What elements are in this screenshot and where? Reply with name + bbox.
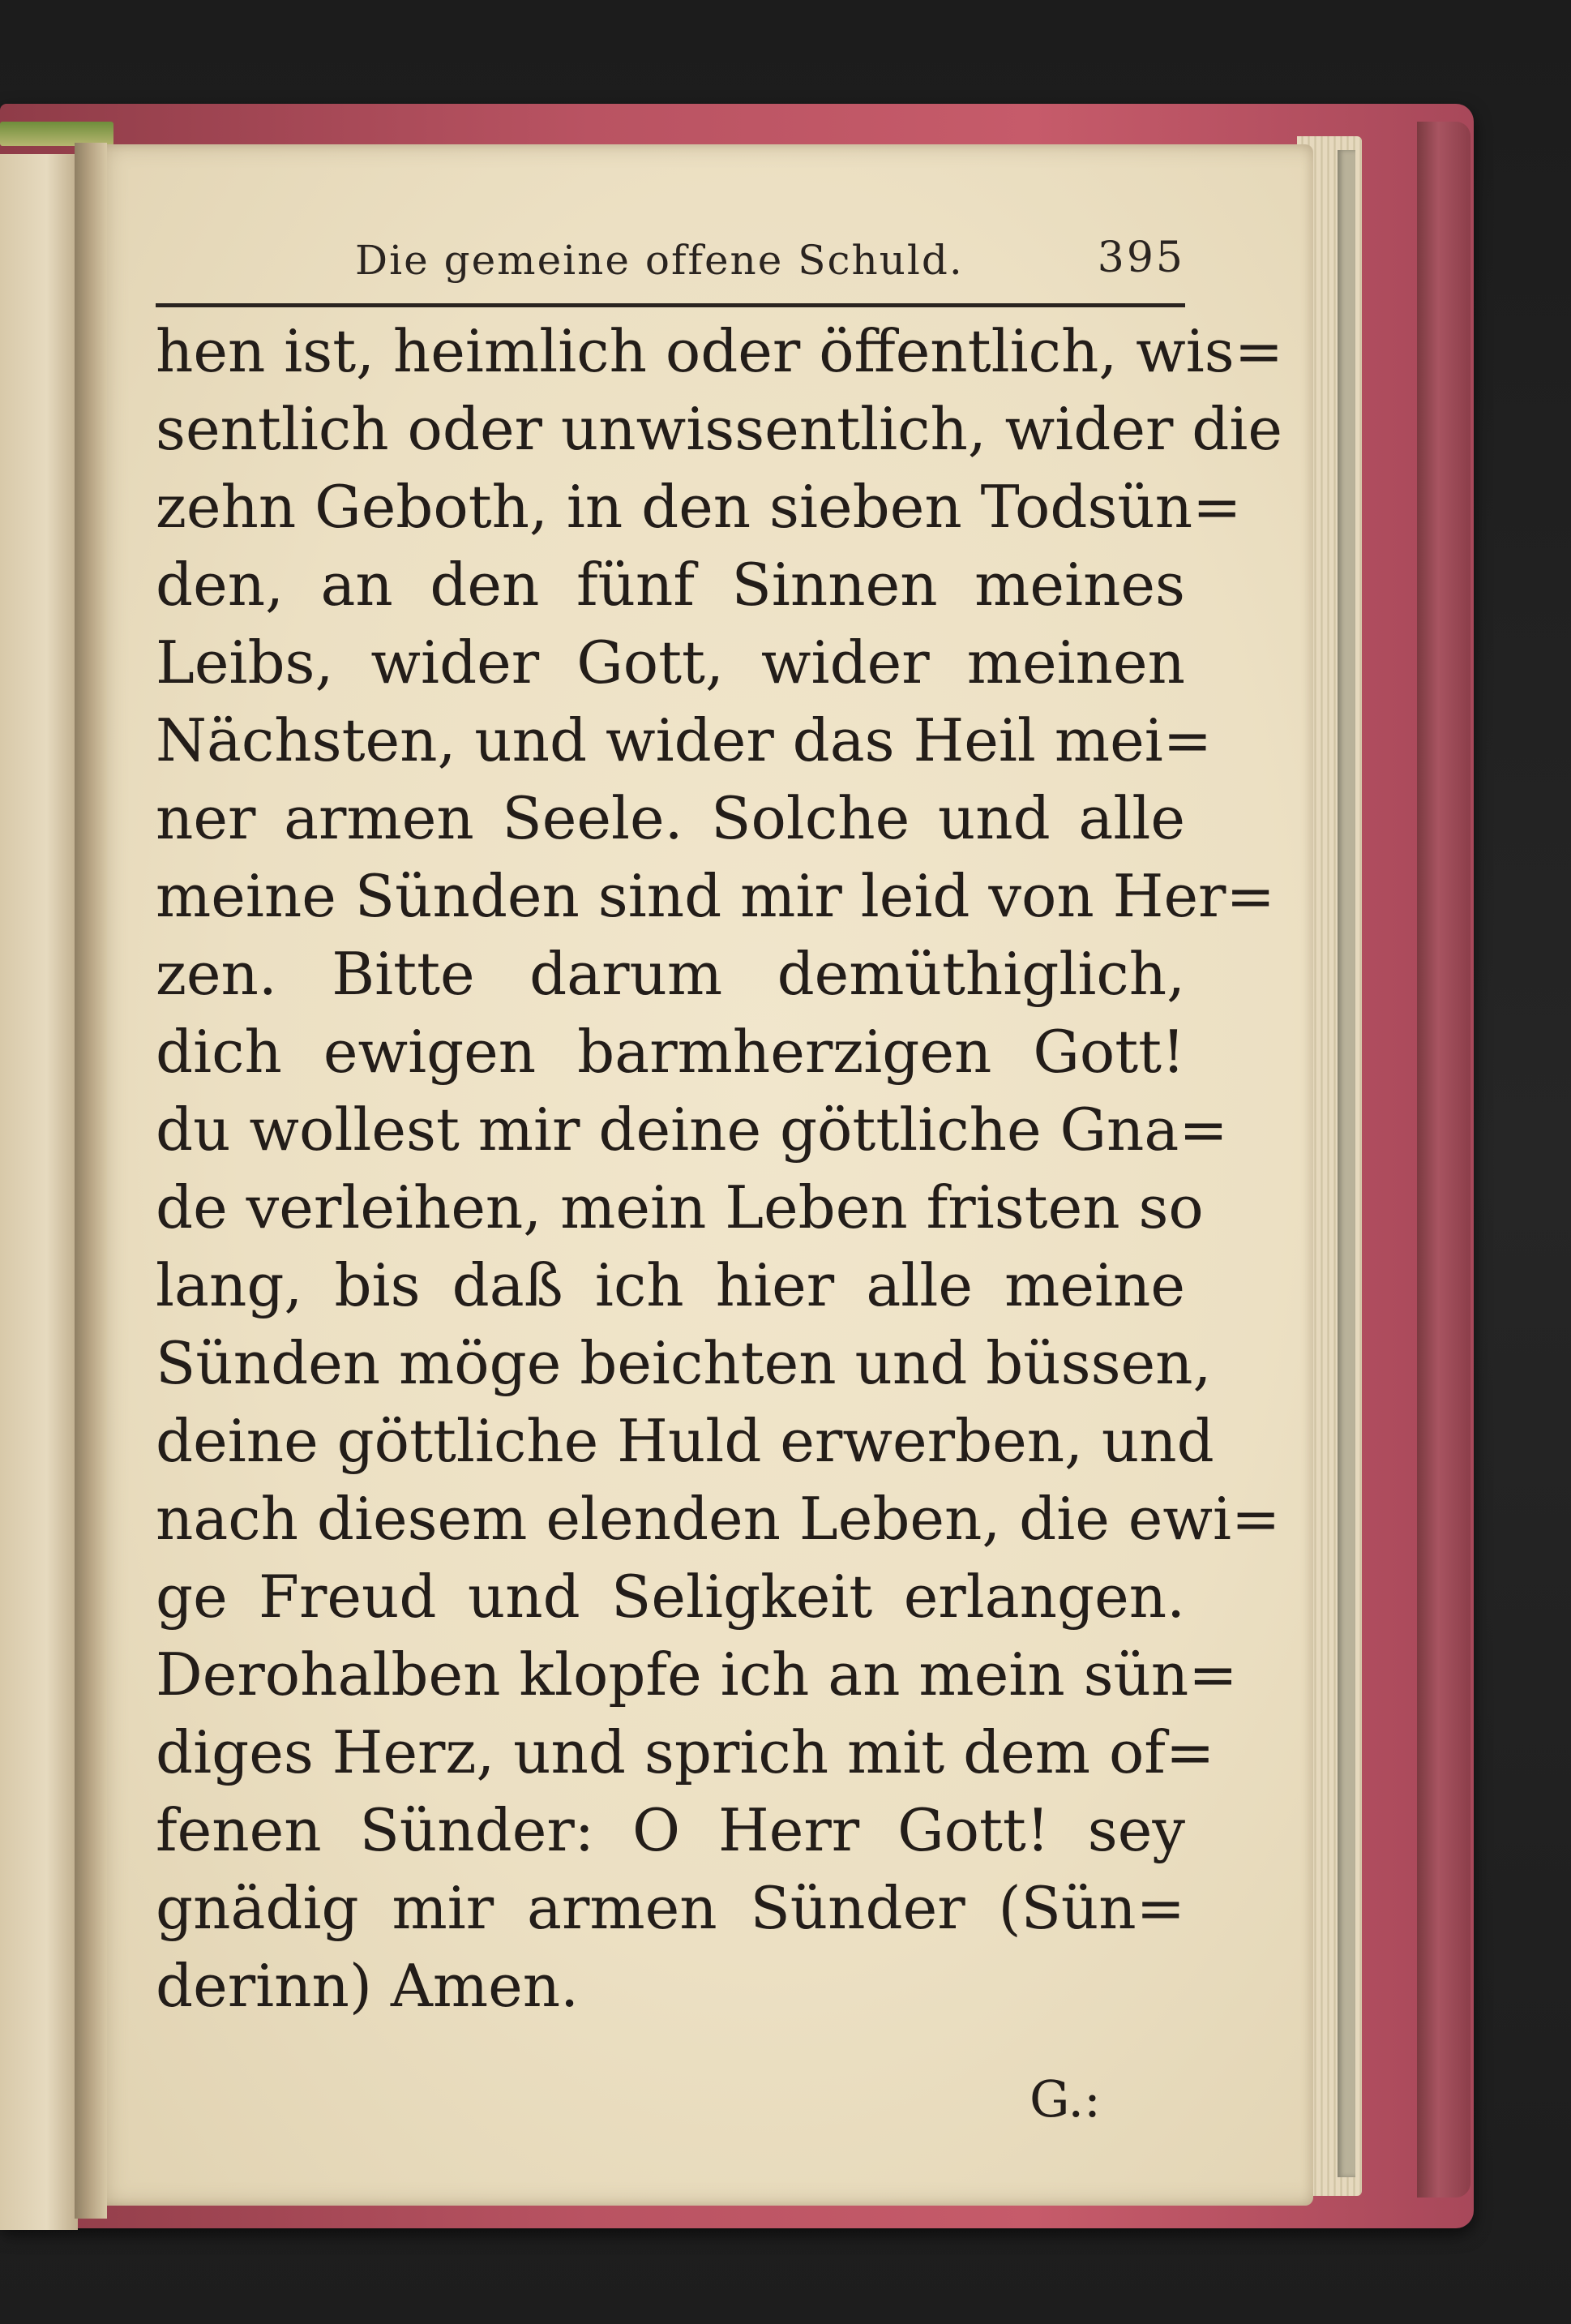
text-line: hen ist, heimlich oder öffentlich, wis= bbox=[156, 317, 1284, 385]
page-number: 395 bbox=[1097, 234, 1185, 282]
book-cover-edge bbox=[1417, 122, 1470, 2198]
running-title: Die gemeine offene Schuld. bbox=[355, 237, 964, 284]
text-line: zen. Bitte darum demüthiglich, bbox=[156, 940, 1185, 1008]
text-line: gnädig mir armen Sünder (Sün= bbox=[156, 1874, 1185, 1942]
book-gutter bbox=[75, 143, 107, 2219]
text-line: de verleihen, mein Leben fristen so bbox=[156, 1173, 1204, 1241]
text-line: diges Herz, und sprich mit dem of= bbox=[156, 1718, 1215, 1786]
text-line: den, an den fünf Sinnen meines bbox=[156, 551, 1185, 619]
page-block-shadow bbox=[1338, 150, 1355, 2177]
text-line: Derohalben klopfe ich an mein sün= bbox=[156, 1640, 1238, 1709]
text-line: ner armen Seele. Solche und alle bbox=[156, 784, 1185, 852]
text-line: Leibs, wider Gott, wider meinen bbox=[156, 628, 1185, 697]
text-line: dich ewigen barmherzigen Gott! bbox=[156, 1018, 1185, 1086]
text-line: Nächsten, und wider das Heil mei= bbox=[156, 706, 1213, 774]
text-line: sentlich oder unwissentlich, wider die bbox=[156, 395, 1282, 463]
text-line: ge Freud und Seligkeit erlangen. bbox=[156, 1563, 1185, 1631]
text-line: lang, bis daß ich hier alle meine bbox=[156, 1251, 1185, 1319]
text-line: derinn) Amen. bbox=[156, 1952, 579, 2020]
text-line: meine Sünden sind mir leid von Her= bbox=[156, 862, 1275, 930]
text-line: du wollest mir deine göttliche Gna= bbox=[156, 1096, 1228, 1164]
running-header bbox=[156, 229, 1185, 302]
facing-page-edge bbox=[0, 154, 78, 2230]
text-line: zehn Geboth, in den sieben Todsün= bbox=[156, 473, 1242, 541]
header-rule bbox=[156, 303, 1185, 307]
text-line: fenen Sünder: O Herr Gott! sey bbox=[156, 1796, 1185, 1864]
text-line: deine göttliche Huld erwerben, und bbox=[156, 1407, 1214, 1475]
text-line: Sünden möge beichten und büssen, bbox=[156, 1329, 1212, 1397]
body-text bbox=[156, 312, 1284, 2025]
catchword: G.: bbox=[1029, 2069, 1101, 2129]
text-line: nach diesem elenden Leben, die ewi= bbox=[156, 1485, 1281, 1553]
